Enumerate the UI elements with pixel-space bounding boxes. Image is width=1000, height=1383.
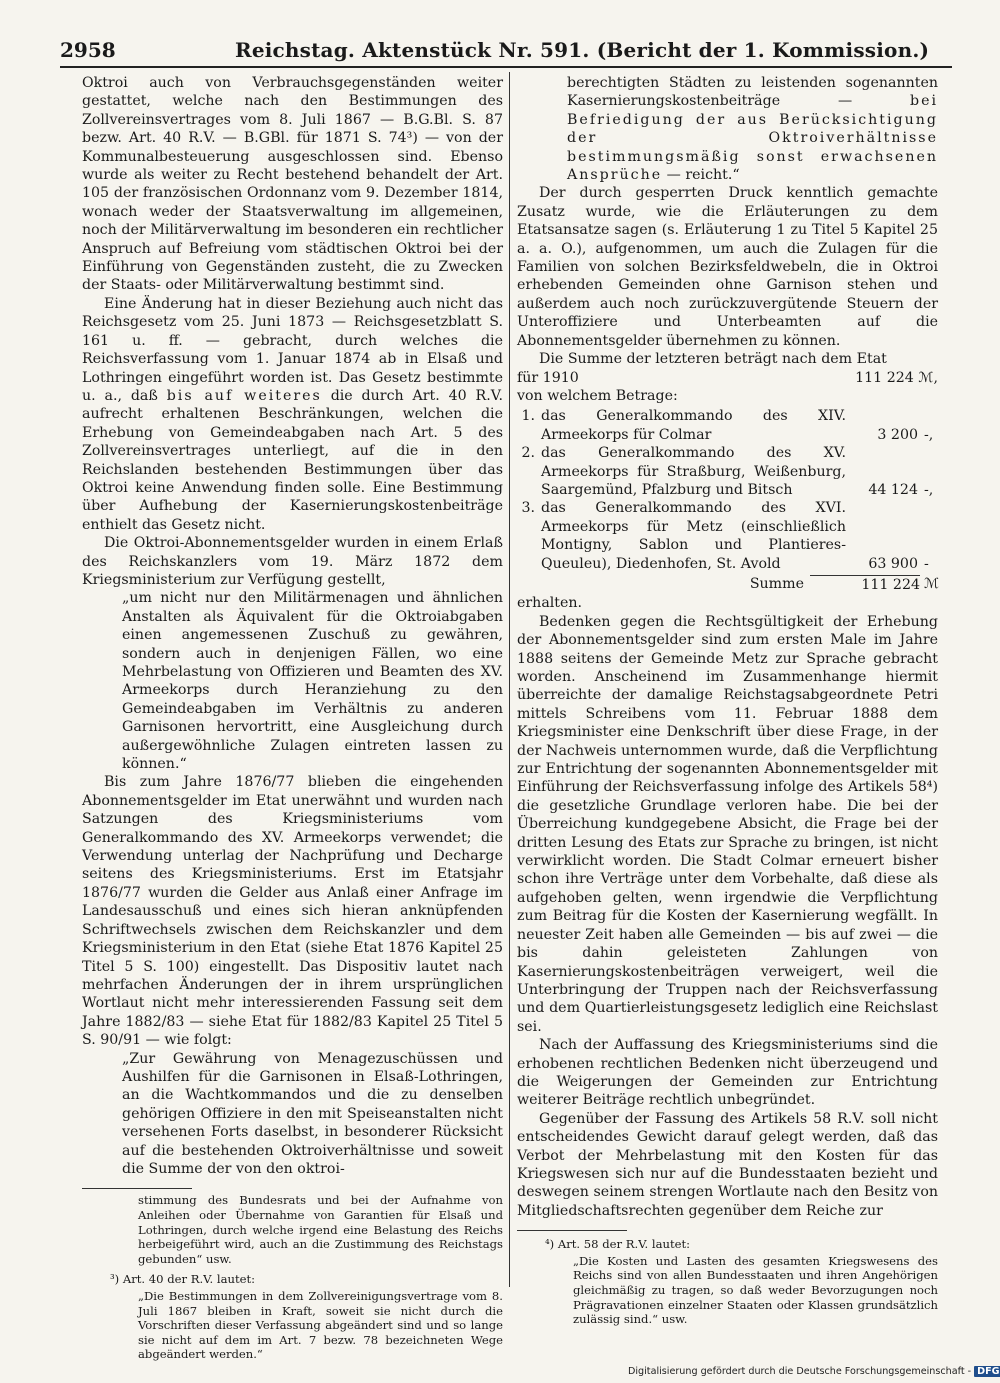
footnote: „Die Bestimmungen in dem Zollvereinigungsvertrage vom 8. Juli 1867 bleiben in Kraft, soweit sie nicht durch die Vorschriften dieser Verfassung abgeändert sind und so lange sie nicht auf dem im Art. 7 bezw. 78 bezeichneten Wege abgeändert werden.“	[138, 1288, 503, 1362]
left-column	[82, 74, 503, 1362]
paragraph: Die Oktroi-Abonnementsgelder wurden in einem Erlaß des Reichskanzlers vom 19. März 1872 dem Kriegsministerium zur Verfügung gestellt,	[82, 535, 503, 588]
list-item: 3. das Generalkommando des XVI. Armeekorps für Metz (einschließlich Montigny, Sablon und Plantieres-Queuleu), Diedenhofen, St. Avold 63 900 -	[521, 500, 929, 572]
paragraph: Die Summe der letzteren beträgt nach dem Etat	[539, 351, 887, 368]
paragraph: erhalten.	[517, 595, 583, 612]
currency-sign: ℳ	[918, 369, 934, 386]
sum-amount: 111 224	[810, 575, 920, 594]
footnote-rule	[82, 1188, 192, 1189]
header-rule	[60, 66, 952, 68]
dfg-logo-icon: DFG	[974, 1366, 1000, 1377]
paragraph: Nach der Auffassung des Kriegsministeriums sind die erhobenen rechtlichen Bedenken nicht überzeugend und die Weigerungen der Gemeinden zur Entrichtung weiterer Beiträge rechtlich unbegründet.	[517, 1037, 938, 1109]
spaced-text: bei Befriedigung der aus Berücksichtigung der Oktroiverhältnisse bestimmungsmäßig sonst erwachsenen Ansprüche	[567, 93, 939, 184]
paragraph: Oktroi auch von Verbrauchsgegenständen weiter gestattet, welche nach den Bestimmungen des Zollvereinsvertrages vom 8. Juli 1867 — B.G.Bl. S. 87 bezw. Art. 40 R.V. — B.GBl. für 1871 S. 74³) — von der Kommunalbesteuerung ausgeschlossen sind. Ebenso wurde als weiter zu Recht bestehend behandelt der Art. 105 der französischen Ordonnanz vom 9. Dezember 1814, wonach weder der Staatsverwaltung im allgemeinen, noch der Militärverwaltung im besonderen ein rechtlicher Anspruch auf Befreiung vom städtischen Oktroi bei der Einführung von Gegenständen zusteht, die zu Zwecken der Staats- oder Militärverwaltung bestimmt sind.	[82, 75, 503, 294]
block-quote-continued: berechtigten Städten zu leistenden sogenannten Kasernierungskostenbeiträge — bei Befriedigung der aus Berücksichtigung der Oktroiverhältnisse bestimmungsmäßig sonst erwachsenen Ansprüche — reicht.“	[567, 75, 939, 184]
allocation-list	[517, 407, 938, 573]
page-number: 2958	[60, 38, 116, 62]
running-title: Reichstag. Aktenstück Nr. 591. (Bericht der 1. Kommission.)	[235, 38, 930, 62]
footnote-heading: ³) Art. 40 der R.V. lautet:	[110, 1272, 256, 1287]
block-quote: „Zur Gewährung von Menagezuschüssen und Aushilfen für die Garnisonen in Elsaß-Lothringen, an die Wachtkommandos und die zu denselben gehörigen Offiziere in den mit Speiseanstalten nicht versehenen Forts daselbst, in besonderer Rücksicht auf die bestehenden Oktroiverhältnisse und soweit die Summe der von den oktroi-	[122, 1050, 503, 1177]
page-header	[60, 38, 950, 64]
paragraph: von welchem Betrage:	[517, 387, 678, 404]
footnote-heading: ⁴) Art. 58 der R.V. lautet:	[545, 1237, 691, 1252]
list-item: 2. das Generalkommando des XV. Armeekorps für Straßburg, Weißenburg, Saargemünd, Pfalzburg und Bitsch 44 124 -,	[521, 445, 934, 498]
paragraph: Gegenüber der Fassung des Artikels 58 R.V. soll nicht entscheidendes Gewicht darauf gelegt werden, daß das Verbot der Mehrbelastung mit den Kosten für das Kriegswesen sich nur auf die Bundesstaaten bezieht und deswegen seinem strengen Wortlaute nach den Besitz von Mitgliedschaftsrechten gegenüber dem Reiche zur	[517, 1110, 938, 1219]
right-column	[517, 74, 938, 1327]
block-quote: „um nicht nur den Militärmenagen und ähnlichen Anstalten als Äquivalent für die Oktroiabgaben einen angemessenen Zuschuß zu gewähren, sondern auch in denjenigen Fällen, wo eine Mehrbelastung von Offizieren und Beamten des XV. Armeekorps durch Heranziehung zu den Gemeindeabgaben im Verhältnis zu anderen Garnisonen hervortritt, eine Ausgleichung durch außergewöhnliche Zulagen eintreten lassen zu können.“	[122, 590, 503, 773]
footnote: stimmung des Bundesrats und bei der Aufnahme von Anleihen oder Übernahme von Garantien für Elsaß und Lothringen, durch welche irgend eine Belastung des Reichs herbeigeführt wird, auch an die Zustimmung des Reichstags gebunden“ usw.	[138, 1193, 503, 1266]
total-amount-row: für 1910 111 224 ℳ,	[517, 369, 938, 386]
digitization-credit: Digitalisierung gefördert durch die Deutsche Forschungsgemeinschaft - DFG	[628, 1366, 1000, 1377]
footnote-rule	[517, 1230, 627, 1231]
paragraph: Bis zum Jahre 1876/77 blieben die eingehenden Abonnementsgelder im Etat unerwähnt und wurden nach Satzungen des Kriegsministeriums vom Generalkommando des XV. Armeekorps verwendet; die Verwendung unterlag der Nachprüfung und Decharge seitens des Kriegsministeriums. Erst im Etatsjahr 1876/77 wurden die Gelder aus Anlaß einer Anfrage im Landesausschuß und eines sich hieran anknüpfenden Schriftwechsels zwischen dem Reichskanzler und dem Kriegsministerium in den Etat (siehe Etat 1876 Kapitel 25 Titel 5 S. 100) eingestellt. Das Dispositiv lautet nach mehrfachen Änderungen der in ihrem ursprünglichen Wortlaut nicht mehr interessierenden Fassung seit dem Jahre 1882/83 — siehe Etat für 1882/83 Kapitel 25 Titel 5 S. 90/91 — wie folgt:	[82, 774, 503, 1049]
list-item: 1. das Generalkommando des XIV. Armeekorps für Colmar 3 200 -,	[521, 408, 934, 443]
paragraph: Eine Änderung hat in dieser Beziehung auch nicht das Reichsgesetz vom 25. Juni 1873 — Reichsgesetzblatt S. 161 u. ff. — gebracht, durch welches die Reichsverfassung vom 1. Januar 1874 ab in Elsaß und Lothringen eingeführt worden ist. Das Gesetz bestimmte u. a., daß bis auf weiteres die durch Art. 40 R.V. aufrecht erhaltenen Beschränkungen, welchen die Erhebung von Gemeindeabgaben nach Art. 5 des Zollvereinsvertrages unterliegt, auf die in den Reichslanden bestehenden Bestimmungen über das Oktroi keine Anwendung finden solle. Eine Bestimmung über Aufhebung der Kasernierungskostenbeiträge enthielt das Gesetz nicht.	[82, 295, 503, 533]
total-amount: 111 224	[855, 369, 914, 386]
footnote: „Die Kosten und Lasten des gesamten Kriegswesens des Reichs sind von allen Bundesstaaten und ihren Angehörigen gleichmäßig zu tragen, so daß weder Bevorzugungen noch Prägravationen einzelner Staaten oder Klassen grundsätzlich zulässig sind.“ usw.	[573, 1253, 938, 1327]
spaced-text: bis auf weiteres	[166, 387, 322, 404]
paragraph: Bedenken gegen die Rechtsgültigkeit der Erhebung der Abonnementsgelder sind zum ersten Male im Jahre 1888 seitens der Gemeinde Metz zur Sprache gebracht worden. Anscheinend im Zusammenhange hiermit überreichte der damalige Reichstagsabgeordnete Petri mittels Schreibens vom 11. Februar 1888 dem Kriegsminister eine Denkschrift über diese Frage, in der der Nachweis unternommen wurde, daß die Verpflichtung zur Entrichtung der sogenannten Abonnementsgelder mit Einführung der Reichsverfassung infolge des Artikels 58⁴) die gesetzliche Grundlage verloren habe. Die bei der Überreichung kundgegebene Absicht, die Frage bei der dritten Lesung des Etats zur Sprache zu bringen, ist nicht verwirklicht worden. Die Stadt Colmar erneuert bisher schon ihre Verträge unter dem Vorbehalte, daß diese als aufgehoben gelten, wenn irgendwie die Verpflichtung zum Beitrag für die Kosten der Kasernierung wegfällt. In neuester Zeit haben alle Gemeinden — bis auf zwei — die bis dahin geleisteten Zahlungen von Kasernierungskostenbeiträgen verweigert, weil die Unterbringung der Truppen nach der Reichsverfassung und dem Quartierleistungsgesetz lediglich eine Reichslast sei.	[517, 613, 938, 1035]
paragraph: Der durch gesperrten Druck kenntlich gemachte Zusatz wurde, wie die Erläuterungen zu dem Etatsansatze sagen (s. Erläuterung 1 zu Titel 5 Kapitel 25 a. a. O.), aufgenommen, um auch die Zulagen für die Familien von solchen Bezirksfeldwebeln, die in Oktroi erhebenden Gemeinden ohne Garnison stehen und außerdem auch noch zurückzuvergütende Steuern der Unteroffiziere und Unterbeamten auf die Abonnementsgelder übernehmen zu können.	[517, 185, 938, 349]
sum-label: Summe	[749, 575, 804, 592]
column-divider	[509, 72, 510, 1287]
sum-row	[517, 575, 938, 594]
currency-sign: ℳ	[924, 575, 940, 592]
